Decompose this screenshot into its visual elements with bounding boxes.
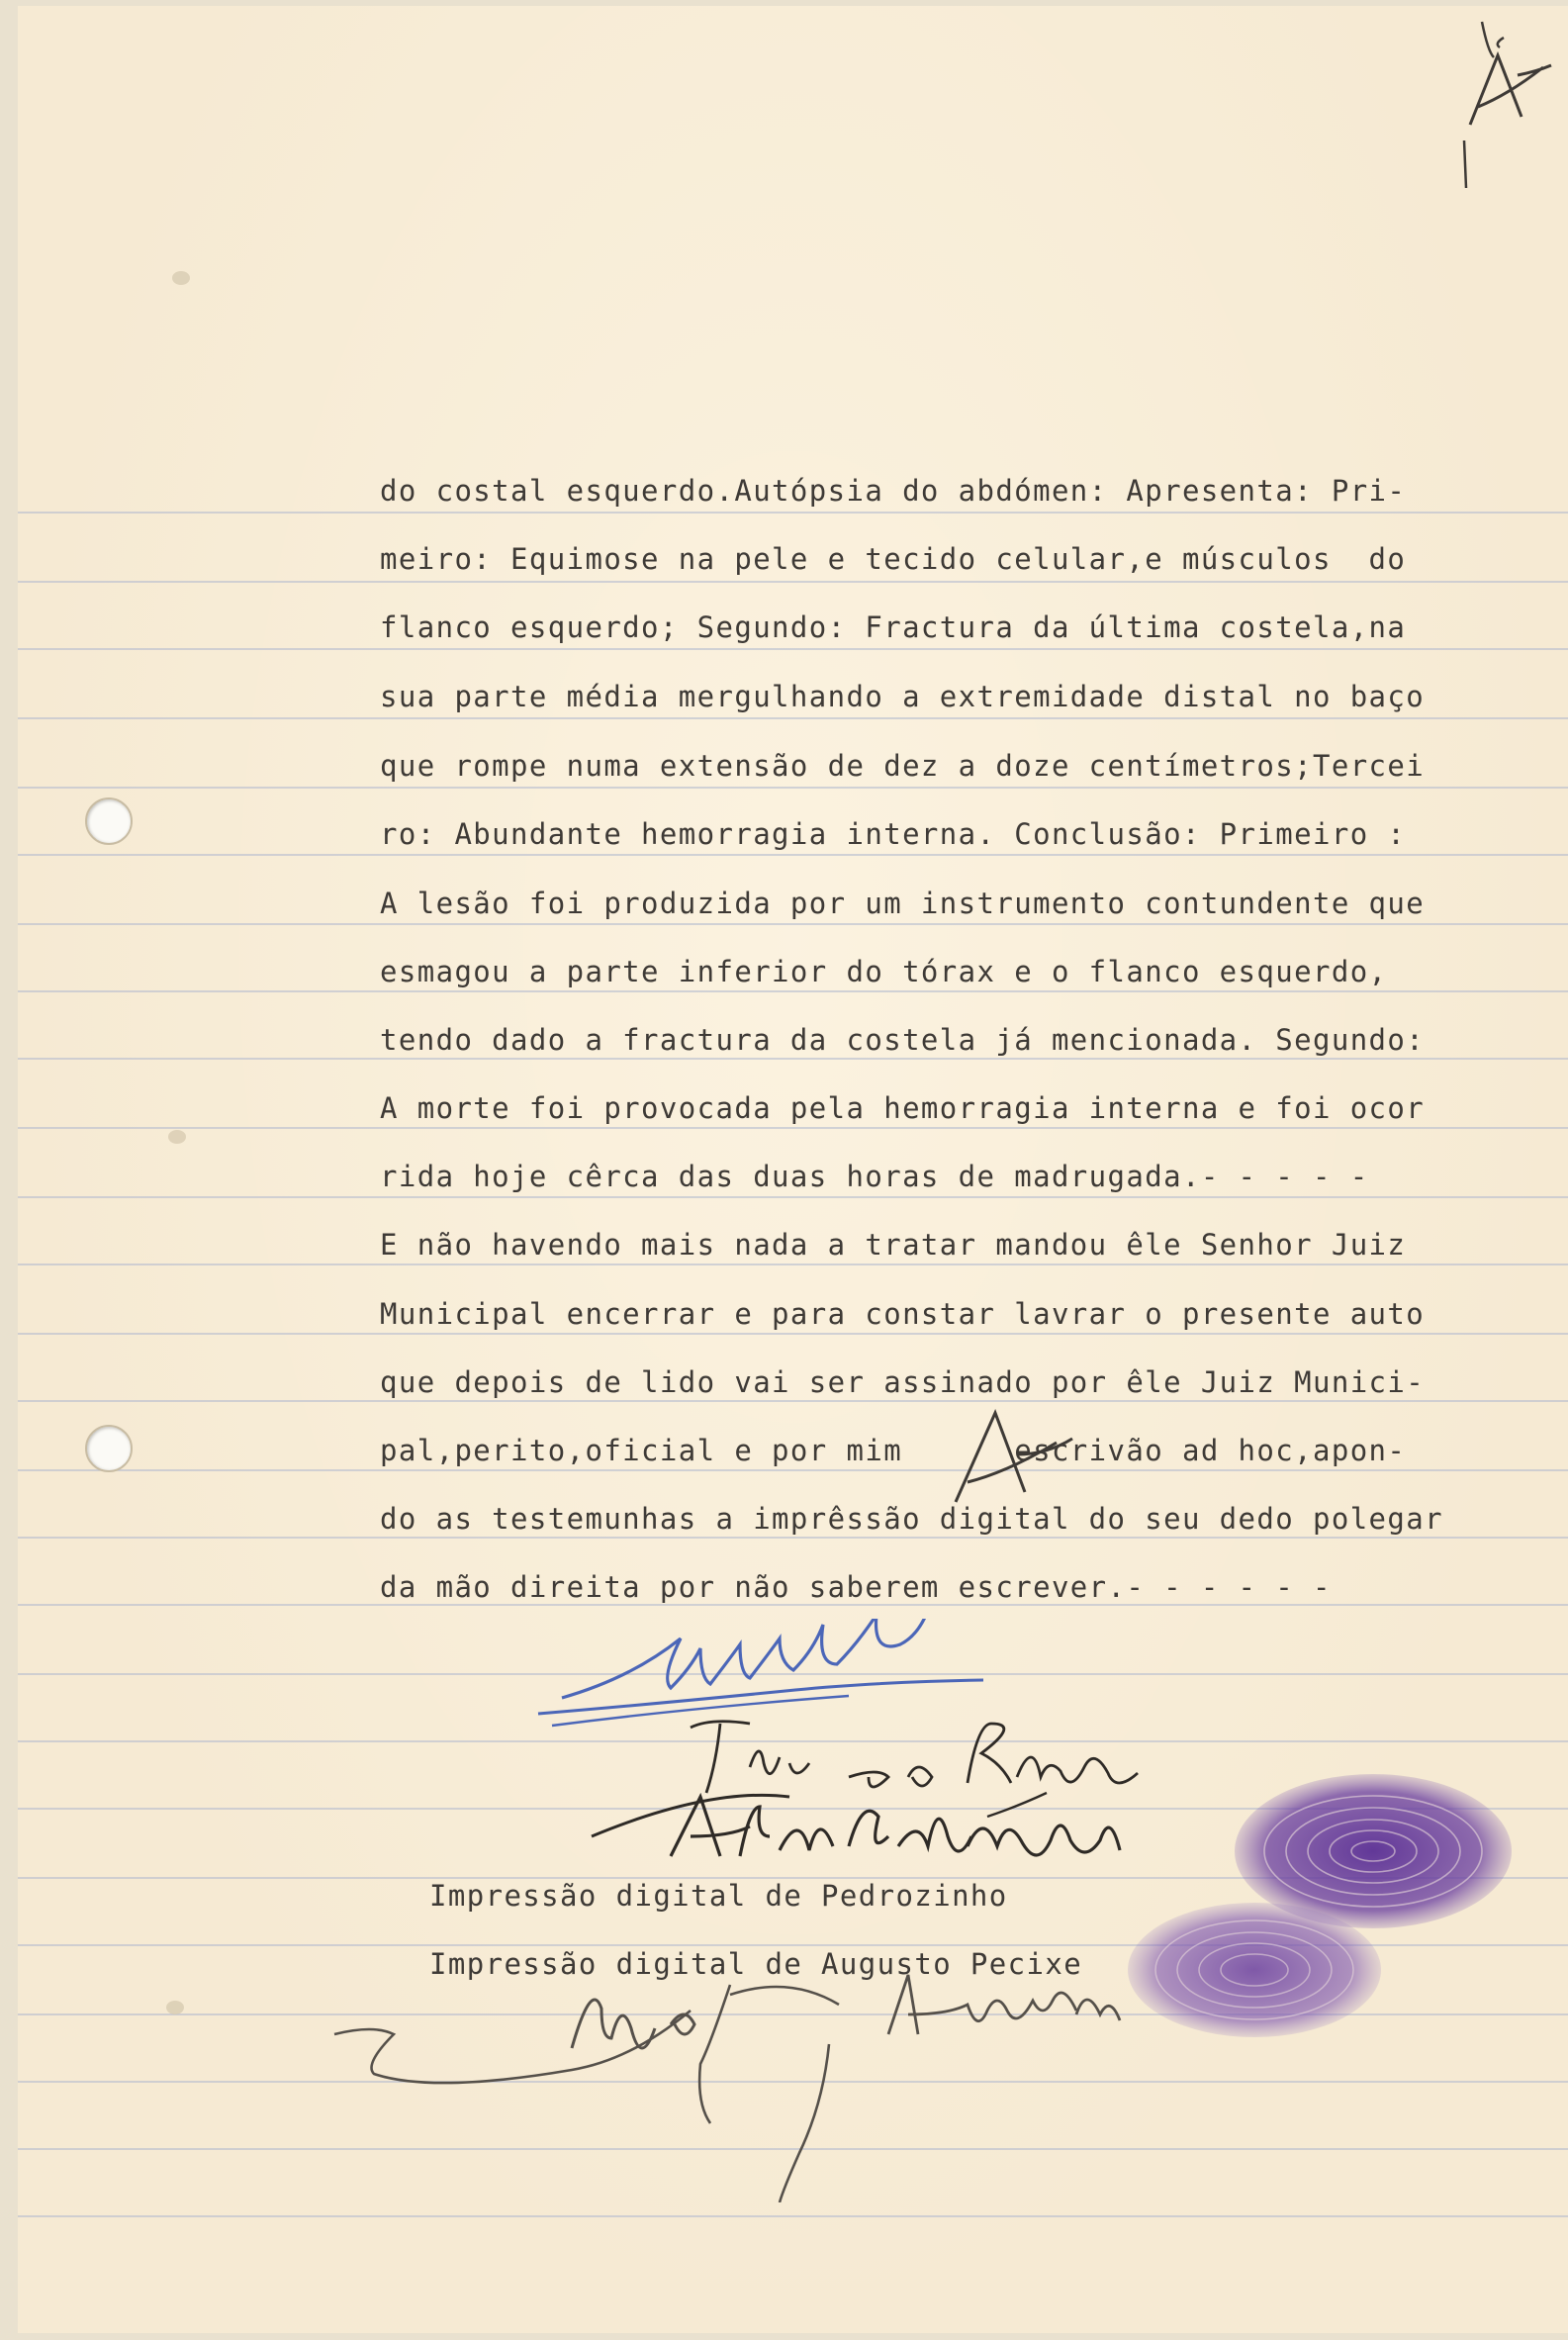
text-line: que depois de lido vai ser assinado por êle Juiz Munici- [380, 1365, 1426, 1399]
paper-speck [166, 2001, 184, 2014]
text-line: tendo dado a fractura da costela já mencionada. Segundo: [380, 1023, 1426, 1057]
text-line: da mão direita por não saberem escrever.- - - - - - [380, 1570, 1332, 1604]
fingerprint-augusto-pecixe [1121, 1896, 1388, 2044]
signature-mario-alves-pereira [315, 1945, 1185, 2202]
text-line: pal,perito,oficial e por mim escrivão ad hoc,apon- [380, 1434, 1407, 1467]
fingerprint-label-pedrozinho: Impressão digital de Pedrozinho [429, 1879, 1008, 1913]
fingerprint-label-augusto: Impressão digital de Augusto Pecixe [429, 1947, 1083, 1981]
text-line: do costal esquerdo.Autópsia do abdómen: Apresenta: Pri- [380, 474, 1407, 508]
text-line: Municipal encerrar e para constar lavrar o presente auto [380, 1297, 1426, 1331]
text-line: sua parte média mergulhando a extremidade distal no baço [380, 680, 1426, 713]
text-line: E não havendo mais nada a tratar mandou êle Senhor Juiz [380, 1228, 1407, 1262]
text-line: A lesão foi produzida por um instrumento contundente que [380, 887, 1426, 920]
document-page [18, 6, 1568, 2333]
text-line: do as testemunhas a imprêssão digital do seu dedo polegar [380, 1502, 1443, 1536]
text-line: rida hoje cêrca das duas horas de madrugada.- - - - - [380, 1160, 1369, 1193]
text-line: ro: Abundante hemorragia interna. Conclusão: Primeiro : [380, 817, 1407, 851]
signature-alfredo-ratica [572, 1777, 1264, 1896]
punch-hole [85, 797, 133, 845]
text-line: flanco esquerdo; Segundo: Fractura da última costela,na [380, 610, 1407, 644]
text-line: meiro: Equimose na pele e tecido celular,e músculos do [380, 542, 1407, 576]
text-line: que rompe numa extensão de dez a doze centímetros;Tercei [380, 749, 1426, 783]
text-line: A morte foi provocada pela hemorragia interna e foi ocor [380, 1091, 1426, 1125]
page-initial-mark [1442, 16, 1561, 194]
paper-speck [172, 271, 190, 285]
paper-speck [168, 1130, 186, 1144]
punch-hole [85, 1425, 133, 1472]
scrivener-initial-signature [948, 1403, 1086, 1522]
text-line: esmagou a parte inferior do tórax e o flanco esquerdo, [380, 955, 1388, 988]
